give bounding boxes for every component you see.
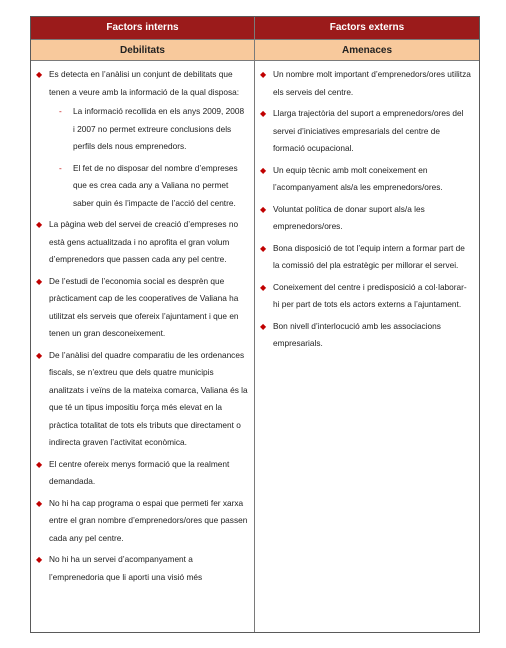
list-item [255, 162, 479, 197]
list-item-text: La pàgina web del servei de creació d’empreses no està gens actualitzada i no aprofita el gran volum d’emprenedors que passen cada any pel centre. [49, 219, 239, 264]
diamond-bullet-icon: ◆ [36, 555, 43, 564]
list-item-text: Coneixement del centre i predisposició a col·laborar-hi per part de tots els actors externs a l’ajuntament. [273, 281, 467, 309]
list-item [31, 66, 254, 212]
list-item-text: No hi ha cap programa o espai que permeti fer xarxa entre el gran nombre d’emprenedors/ores que passen cada any pel centre. [49, 497, 248, 543]
list-item-text: De l’anàlisi del quadre comparatiu de les ordenances fiscals, se n’extreu que dels quatre municipis analitzats i veïns de la mateixa comarca, Valiana és la que té un tipus impositiu força més elevat en la pràctica totalitat de tots els tributs que directament o indirecta graven l’activitat econòmica. [49, 349, 248, 447]
list-item [255, 66, 479, 101]
diamond-bullet-icon: ◆ [260, 109, 267, 118]
list-item [31, 551, 254, 586]
header-factors-interns: Factors interns [31, 17, 255, 39]
list-item [255, 201, 479, 236]
diamond-bullet-icon: ◆ [260, 165, 267, 175]
subheader-amenaces: Amenaces [255, 39, 479, 60]
list-item [31, 347, 254, 452]
amenaces-cell [255, 60, 479, 632]
sub-list [49, 103, 248, 212]
sub-list-item [49, 103, 248, 156]
debilitats-list [31, 66, 254, 586]
list-item [31, 456, 254, 491]
list-item [31, 273, 254, 343]
diamond-bullet-icon: ◆ [260, 204, 267, 214]
list-item [255, 318, 479, 353]
dash-bullet-icon: - [59, 162, 62, 173]
swot-table [30, 16, 480, 633]
diamond-bullet-icon: ◆ [260, 243, 267, 253]
list-item-text: Un equip tècnic amb molt coneixement en l’acompanyament als/a les emprenedors/ores. [273, 164, 443, 192]
diamond-bullet-icon: ◆ [36, 498, 43, 508]
list-item [31, 495, 254, 548]
list-item-text: Llarga trajectòria del suport a emprenedors/ores del servei d’iniciatives empresarials del centre de formació ocupacional. [273, 108, 464, 153]
diamond-bullet-icon: ◆ [36, 459, 43, 469]
list-item-text: Bona disposició de tot l’equip intern a formar part de la comissió del pla estratègic per millorar el servei. [273, 242, 465, 270]
subheader-row [31, 39, 479, 60]
content-row [31, 60, 479, 632]
diamond-bullet-icon: ◆ [260, 321, 267, 331]
subheader-debilitats: Debilitats [31, 39, 255, 60]
list-item-text: El centre ofereix menys formació que la realment demandada. [49, 458, 230, 486]
sub-list-item-text: El fet de no disposar del nombre d’empreses que es crea cada any a Valiana no permet saber quin és l’impacte de l’acció del centre. [73, 162, 238, 208]
list-item-text: Bon nivell d’interlocució amb les associacions empresarials. [273, 320, 441, 348]
diamond-bullet-icon: ◆ [36, 220, 43, 229]
diamond-bullet-icon: ◆ [36, 276, 43, 286]
header-row [31, 17, 479, 39]
diamond-bullet-icon: ◆ [260, 70, 267, 79]
list-item-text: De l’estudi de l’economia social es desprèn que pràcticament cap de les cooperatives de Valiana ha utilitzat els serveis que ofereix l’ajuntament i que en tenen un gran desconeixement. [49, 275, 239, 338]
list-item [255, 240, 479, 275]
list-item-text: Un nombre molt important d’emprenedors/ores utilitza els serveis del centre. [273, 69, 471, 97]
sub-list-item-text: La informació recollida en els anys 2009, 2008 i 2007 no permet extreure conclusions dels perfils dels nous emprenedors. [73, 106, 245, 151]
diamond-bullet-icon: ◆ [260, 282, 267, 292]
list-item [31, 216, 254, 269]
dash-bullet-icon: - [59, 106, 62, 116]
diamond-bullet-icon: ◆ [36, 70, 43, 79]
header-factors-externs: Factors externs [255, 17, 479, 39]
diamond-bullet-icon: ◆ [36, 350, 43, 360]
amenaces-list [255, 66, 479, 353]
list-item-text: No hi ha un servei d’acompanyament a l’emprenedoria que li aporti una visió més [49, 554, 203, 582]
sub-list-item [49, 160, 248, 213]
list-item [255, 105, 479, 158]
list-item [255, 279, 479, 314]
list-item-text: Es detecta en l’anàlisi un conjunt de debilitats que tenen a veure amb la informació de la qual disposa: [49, 69, 240, 97]
debilitats-cell [31, 60, 255, 632]
list-item-text: Voluntat política de donar suport als/a les emprenedors/ores. [273, 203, 425, 231]
